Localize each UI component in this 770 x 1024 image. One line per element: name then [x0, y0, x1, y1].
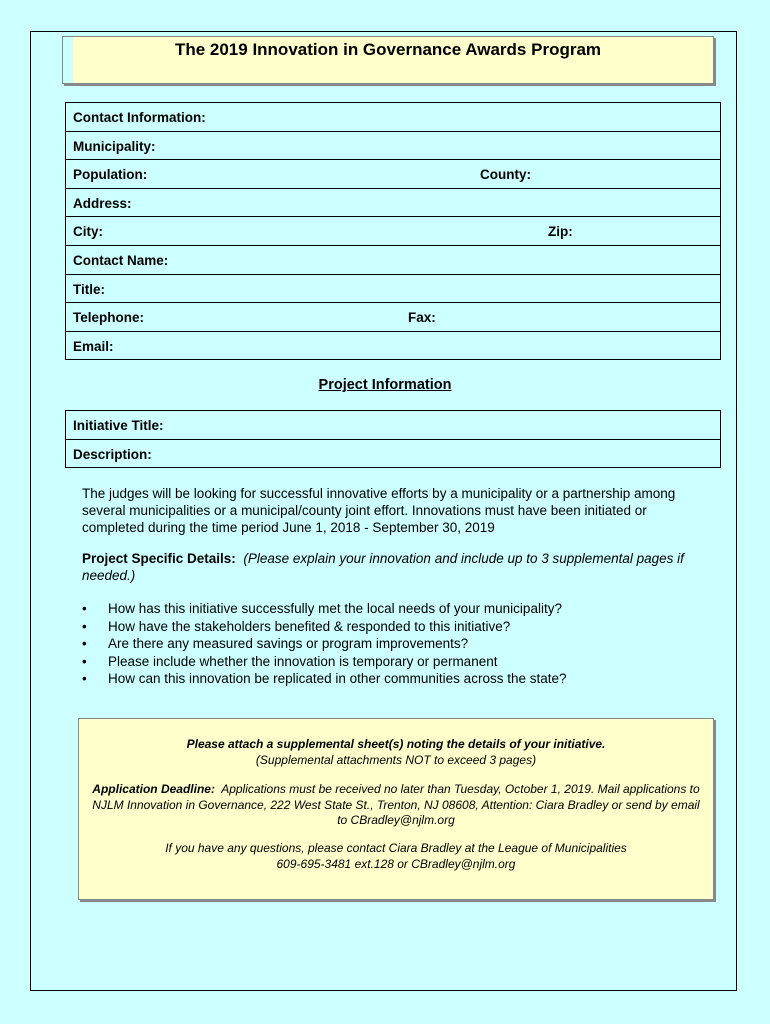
telephone-fax-row[interactable] — [66, 303, 720, 332]
contact-phone-line: 609-695-3481 ext.128 or CBradley@njlm.org — [276, 856, 516, 871]
description-label: Description: — [73, 446, 152, 462]
list-item: • Please include whether the innovation is temporary or permanent — [82, 653, 702, 671]
city-label: City: — [73, 224, 103, 240]
project-details-text: (Please explain your innovation and include up to 3 supplemental pages if needed.) — [82, 551, 684, 583]
population-county-row[interactable] — [66, 160, 720, 189]
judging-criteria-text: The judges will be looking for successful innovative efforts by a municipality or a partnership among several municipalities or a municipal/county joint effort. Innovations must have been initiated or completed during the time period June 1, 2018 - September 30, 2019 — [82, 486, 676, 535]
initiative-title-label: Initiative Title: — [73, 418, 164, 433]
questions-line: If you have any questions, please contact Ciara Bradley at the League of Municipalities — [165, 841, 627, 855]
title-label: Title: — [73, 281, 106, 297]
telephone-label: Telephone: — [73, 310, 145, 326]
project-details-instruction — [82, 550, 702, 584]
deadline-label: Application Deadline: — [92, 782, 215, 796]
fax-label: Fax: — [408, 310, 436, 326]
deadline-text: Applications must be received no later than Tuesday, October 1, 2019. Mail applications to NJLM Innovation in Governance, 222 West State St., Trenton, NJ 08608, Attention: Ciara Bradley or send by email to CBradley@njlm.org — [92, 782, 700, 827]
address-row[interactable] — [66, 189, 720, 218]
city-zip-row[interactable] — [66, 217, 720, 246]
municipality-row[interactable] — [66, 132, 720, 161]
address-label: Address: — [73, 195, 132, 211]
attach-line: Please attach a supplemental sheet(s) noting the details of your initiative. — [186, 737, 606, 751]
county-label: County: — [480, 167, 531, 183]
contact-information-label: Contact Information: — [73, 110, 206, 125]
list-item: • Are there any measured savings or program improvements? — [82, 635, 702, 653]
title-row[interactable] — [66, 275, 720, 304]
list-item: • How can this innovation be replicated in other communities across the state? — [82, 670, 702, 688]
contact-name-label: Contact Name: — [73, 252, 169, 268]
project-details-label: Project Specific Details: — [82, 551, 236, 566]
population-label: Population: — [73, 167, 148, 183]
contact-form-table — [65, 102, 721, 360]
email-label: Email: — [73, 338, 114, 354]
attach-subline: (Supplemental attachments NOT to exceed 3 pages) — [255, 752, 537, 767]
question-list — [82, 600, 702, 688]
list-item: • How has this initiative successfully met the local needs of your municipality? — [82, 600, 702, 618]
questions-note — [89, 841, 703, 872]
municipality-label: Municipality: — [73, 138, 156, 154]
list-item: • How have the stakeholders benefited & responded to this initiative? — [82, 618, 702, 636]
description-row[interactable] — [66, 440, 720, 469]
initiative-title-row[interactable] — [66, 411, 720, 440]
email-row[interactable] — [66, 332, 720, 361]
zip-label: Zip: — [548, 224, 573, 240]
contact-name-row[interactable] — [66, 246, 720, 275]
title-box — [62, 36, 714, 84]
attach-note — [89, 737, 703, 768]
project-information-heading: Project Information — [318, 377, 452, 393]
page-title: The 2019 Innovation in Governance Awards Program — [174, 40, 602, 59]
contact-information-row[interactable] — [66, 103, 720, 132]
submission-note-box — [78, 718, 714, 900]
deadline-note — [89, 782, 703, 829]
project-form-table — [65, 410, 721, 468]
